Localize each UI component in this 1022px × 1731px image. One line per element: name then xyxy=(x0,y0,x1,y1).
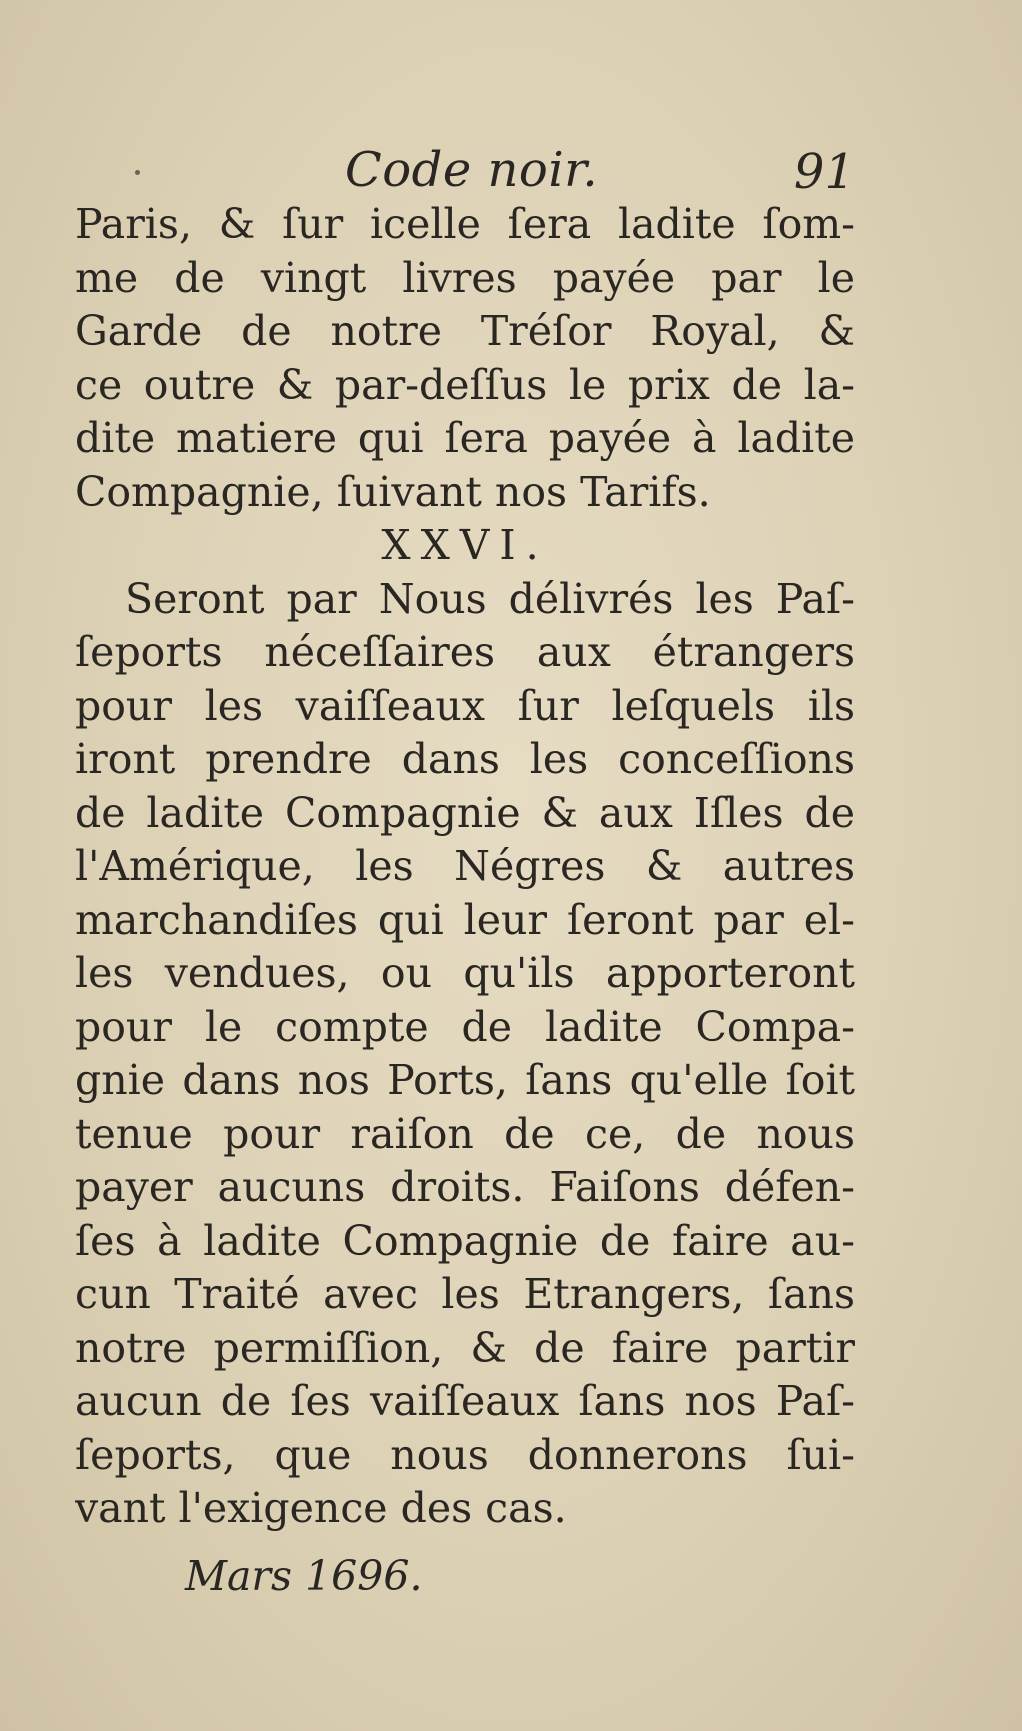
text-line: dite matiere qui ſera payée à ladite xyxy=(75,414,855,462)
article-heading: XXVI. xyxy=(381,521,549,569)
text-line: ſeports néceſſaires aux étrangers xyxy=(75,628,855,676)
text-line: l'Amérique, les Négres & autres xyxy=(75,842,855,890)
text-line: vant l'exigence des cas. xyxy=(75,1484,567,1532)
body-text xyxy=(75,198,855,1606)
text-line: les vendues, ou qu'ils apporteront xyxy=(75,949,855,997)
running-title: Code noir. xyxy=(345,142,599,198)
text-line: ce outre & par-deſſus le prix de la- xyxy=(75,360,855,409)
text-line: marchandiſes qui leur ſeront par el- xyxy=(75,895,855,944)
date-line: Mars 1696. xyxy=(185,1551,423,1600)
text-line: Seront par Nous délivrés les Paſ- xyxy=(125,574,855,623)
text-line: aucun de ſes vaiſſeaux ſans nos Paſ- xyxy=(75,1377,855,1425)
text-line: Paris, & ſur icelle ſera ladite ſom- xyxy=(75,200,855,248)
text-line: Garde de notre Tréſor Royal, & xyxy=(75,307,855,355)
text-line: tenue pour raiſon de ce, de nous xyxy=(75,1109,855,1158)
text-line: iront prendre dans les conceſſions xyxy=(75,735,855,783)
text-line: cun Traité avec les Etrangers, ſans xyxy=(75,1270,855,1318)
text-line: gnie dans nos Ports, ſans qu'elle ſoit xyxy=(75,1056,855,1104)
text-line: notre permiſſion, & de faire partir xyxy=(75,1323,855,1372)
text-line: pour les vaiſſeaux ſur leſquels ils xyxy=(75,681,855,730)
text-line: ſeports, que nous donnerons ſui- xyxy=(75,1430,855,1479)
running-header xyxy=(75,140,855,200)
text-line: me de vingt livres payée par le xyxy=(75,253,855,302)
text-line: pour le compte de ladite Compa- xyxy=(75,1002,855,1051)
text-line: ſes à ladite Compagnie de faire au- xyxy=(75,1216,855,1265)
text-line: de ladite Compagnie & aux Iſles de xyxy=(75,788,855,837)
page-number: 91 xyxy=(793,144,855,200)
text-line: payer aucuns droits. Faiſons défen- xyxy=(75,1163,855,1211)
text-line: Compagnie, ſuivant nos Tarifs. xyxy=(75,467,711,516)
